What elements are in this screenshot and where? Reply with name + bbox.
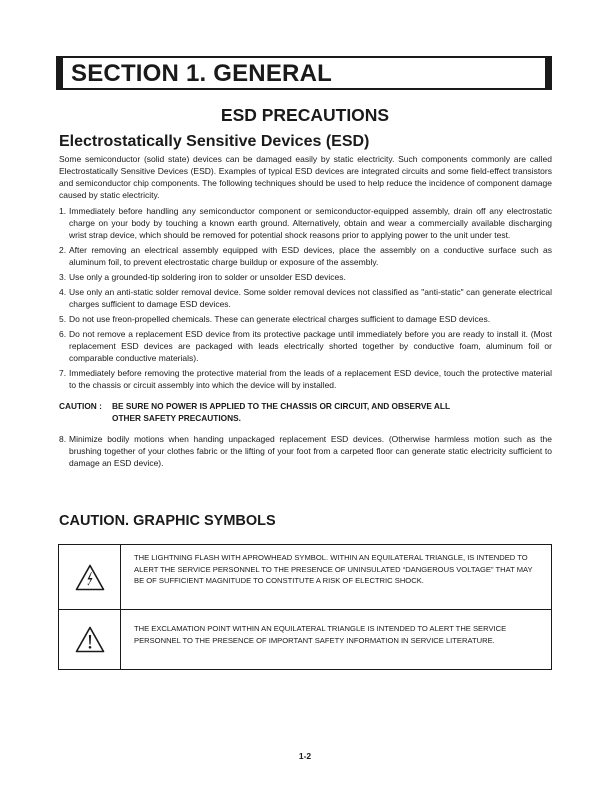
item-text: Use only an anti-static solder removal device. Some solder removal devices not classified as "anti-static" can generate electrical charges sufficient to damage ESD devices.: [69, 287, 552, 309]
section-header-left-bar: [58, 58, 63, 88]
item-text: Do not remove a replacement ESD device from its protective package until immediately before you are ready to install it. (Most replacement ESD devices are packaged with leads electrically shorted together by conductive foam, aluminum foil or comparable conductive materials).: [69, 329, 552, 363]
item-number: 6.: [59, 329, 67, 339]
esd-devices-heading: Electrostatically Sensitive Devices (ESD): [59, 133, 370, 150]
precaution-item: [59, 205, 552, 241]
precaution-item: [59, 367, 552, 391]
exclamation-triangle-icon: [75, 626, 105, 653]
caution-line-2: OTHER SAFETY PRECAUTIONS.: [112, 413, 241, 423]
page-number: 1-2: [298, 751, 312, 761]
symbol-cell: [59, 545, 121, 609]
caution-line-1: BE SURE NO POWER IS APPLIED TO THE CHASSIS OR CIRCUIT, AND OBSERVE ALL: [112, 401, 451, 411]
caution-label: CAUTION :: [59, 401, 102, 411]
item-number: 8.: [59, 434, 67, 444]
symbol-row-lightning: [59, 545, 551, 610]
precaution-item: [59, 271, 552, 283]
precaution-item: [59, 244, 552, 268]
precaution-list: [59, 205, 552, 391]
item-number: 3.: [59, 272, 67, 282]
item-text: Minimize bodily motions when handing unpackaged replacement ESD devices. (Otherwise harmless motion such as the brushing together of your clothes fabric or the lifting of your foot from a carpeted floor can generate static electricity sufficient to damage an ESD device).: [69, 434, 552, 468]
item-text: Use only a grounded-tip soldering iron to solder or unsolder ESD devices.: [69, 272, 346, 282]
symbol-row-exclamation: [59, 609, 551, 670]
lightning-symbol-description: THE LIGHTNING FLASH WITH APROWHEAD SYMBOL. WITHIN AN EQUILATERAL TRIANGLE, IS INTENDED TO ALERT THE SERVICE PERSONNEL TO THE PRESENCE OF UNINSULATED “DANGEROUS VOLTAGE” THAT MAY BE OF SUFFICIENT MAGNITUDE TO CONSTITUTE A RISK OF ELECTRIC SHOCK.: [134, 553, 533, 585]
symbol-cell: [59, 609, 121, 670]
graphic-symbols-table: [58, 544, 552, 670]
precaution-item: [59, 286, 552, 310]
precaution-item: [59, 313, 552, 325]
intro-paragraph: Some semiconductor (solid state) devices can be damaged easily by static electricity. Such components commonly are called Electrostatically Sensitive Devices (ESD). Examples of typical ESD devices are integrated circuits and some field-effect transistors and semiconductor chip components. The following techniques should be used to help reduce the incidence of component damage caused by static electricity.: [59, 154, 552, 200]
precaution-list-continued: [59, 433, 552, 469]
item-number: 1.: [59, 206, 67, 216]
item-number: 7.: [59, 368, 67, 378]
exclamation-symbol-description: THE EXCLAMATION POINT WITHIN AN EQUILATERAL TRIANGLE IS INTENDED TO ALERT THE SERVICE PERSONNEL TO THE PRESENCE OF IMPORTANT SAFETY INFORMATION IN SERVICE LITERATURE.: [134, 624, 507, 645]
esd-precautions-title: ESD PRECAUTIONS: [220, 105, 390, 125]
section-header-right-bar: [545, 58, 550, 88]
lightning-triangle-icon: [75, 564, 105, 591]
precaution-item: [59, 328, 552, 364]
item-number: 4.: [59, 287, 67, 297]
precaution-item: [59, 433, 552, 469]
section-title: SECTION 1. GENERAL: [71, 60, 332, 87]
item-number: 5.: [59, 314, 67, 324]
item-number: 2.: [59, 245, 67, 255]
item-text: Do not use freon-propelled chemicals. These can generate electrical charges sufficient to damage ESD devices.: [69, 314, 491, 324]
item-text: Immediately before removing the protective material from the leads of a replacement ESD device, touch the protective material to the chassis or circuit assembly into which the device will by installed.: [69, 368, 552, 390]
caution-note: [59, 400, 552, 424]
section-header-box: [56, 56, 552, 90]
item-text: After removing an electrical assembly equipped with ESD devices, place the assembly on a conductive surface such as aluminum foil, to prevent electrostatic charge buildup or exposure of the assembly.: [69, 245, 552, 267]
esd-body: [59, 153, 552, 472]
graphic-symbols-heading: CAUTION. GRAPHIC SYMBOLS: [59, 513, 276, 529]
item-text: Immediately before handling any semiconductor component or semiconductor-equipped assembly, drain off any electrostatic charge on your body by touching a known earth ground. Alternatively, obtain and wear a commercially available discharging wrist strap device, which should be removed for potential shock reasons prior to applying power to the unit under test.: [69, 206, 552, 240]
